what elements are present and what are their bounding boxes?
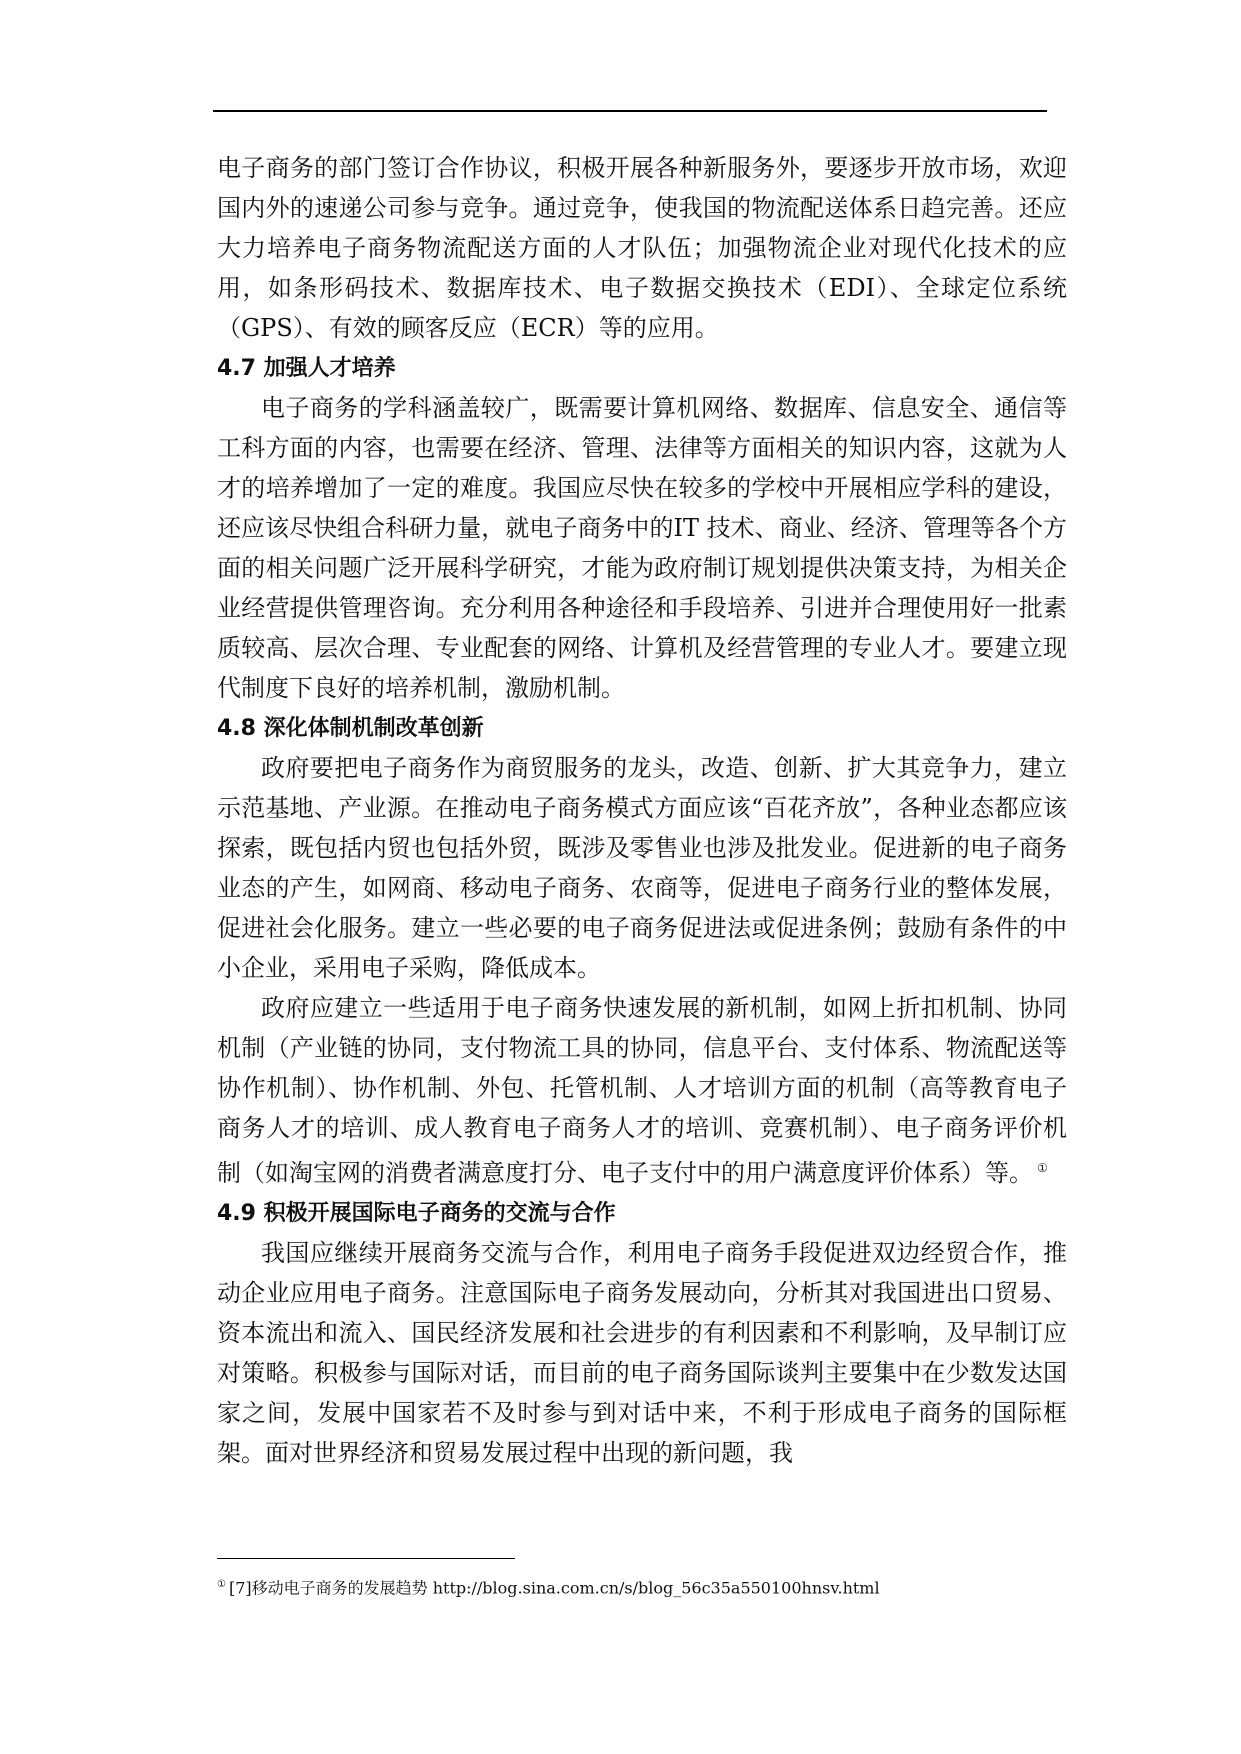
paragraph-new-mechanisms-text: 政府应建立一些适用于电子商务快速发展的新机制，如网上折扣机制、协同机制（产业链的协同，支付物流工具的协同，信息平台、支付体系、物流配送等协作机制）、协作机制、外包、托管机制、人才培训方面的机制（高等教育电子商务人才的培训、成人教育电子商务人才的培训、竞赛机制）、电子商务评价机制（如淘宝网的消费者满意度打分、电子支付中的用户满意度评价体系）等。 xyxy=(217,994,1067,1187)
paragraph-international-cooperation: 我国应继续开展商务交流与合作，利用电子商务手段促进双边经贸合作，推动企业应用电子商务。注意国际电子商务发展动向，分析其对我国进出口贸易、资本流出和流入、国民经济发展和社会进步的有利因素和不利影响，及早制订应对策略。积极参与国际对话，而目前的电子商务国际谈判主要集中在少数发达国家之间，发展中国家若不及时参与到对话中来，不利于形成电子商务的国际框架。面对世界经济和贸易发展过程中出现的新问题，我 xyxy=(217,1239,1067,1467)
footnote-reference-mark: ① xyxy=(1037,1161,1048,1175)
footnote-rule xyxy=(217,1558,515,1559)
footnote xyxy=(217,1574,880,1599)
section-heading-4-7: 4.7 加强人才培养 xyxy=(217,356,396,381)
paragraph-logistics: 电子商务的部门签订合作协议，积极开展各种新服务外，要逐步开放市场，欢迎国内外的速递公司参与竞争。通过竞争，使我国的物流配送体系日趋完善。还应大力培养电子商务物流配送方面的人才队伍；加强物流企业对现代化技术的应用，如条形码技术、数据库技术、电子数据交换技术（EDI）、全球定位系统（GPS）、有效的顾客反应（ECR）等的应用。 xyxy=(217,154,1067,342)
section-heading-4-8: 4.8 深化体制机制改革创新 xyxy=(217,716,484,741)
footnote-text: [7]移动电子商务的发展趋势 http://blog.sina.com.cn/s/blog_56c35a550100hnsv.html xyxy=(228,1578,880,1598)
section-heading-4-9: 4.9 积极开展国际电子商务的交流与合作 xyxy=(217,1201,616,1226)
footnote-mark: ① xyxy=(217,1579,226,1590)
paragraph-new-mechanisms xyxy=(217,988,1067,1193)
paragraph-reform-innovation: 政府要把电子商务作为商贸服务的龙头，改造、创新、扩大其竞争力，建立示范基地、产业源。在推动电子商务模式方面应该“百花齐放”，各种业态都应该探索，既包括内贸也包括外贸，既涉及零售业也涉及批发业。促进新的电子商务业态的产生，如网商、移动电子商务、农商等，促进电子商务行业的整体发展，促进社会化服务。建立一些必要的电子商务促进法或促进条例；鼓励有条件的中小企业，采用电子采购，降低成本。 xyxy=(217,754,1067,982)
header-rule xyxy=(213,110,1047,112)
paragraph-talent-training: 电子商务的学科涵盖较广，既需要计算机网络、数据库、信息安全、通信等工科方面的内容，也需要在经济、管理、法律等方面相关的知识内容，这就为人才的培养增加了一定的难度。我国应尽快在较多的学校中开展相应学科的建设，还应该尽快组合科研力量，就电子商务中的IT 技术、商业、经济、管理等各个方面的相关问题广泛开展科学研究，才能为政府制订规划提供决策支持，为相关企业经营提供管理咨询。充分利用各种途径和手段培养、引进并合理使用好一批素质较高、层次合理、专业配套的网络、计算机及经营管理的专业人才。要建立现代制度下良好的培养机制，激励机制。 xyxy=(217,394,1067,702)
page-body xyxy=(217,148,1067,1473)
